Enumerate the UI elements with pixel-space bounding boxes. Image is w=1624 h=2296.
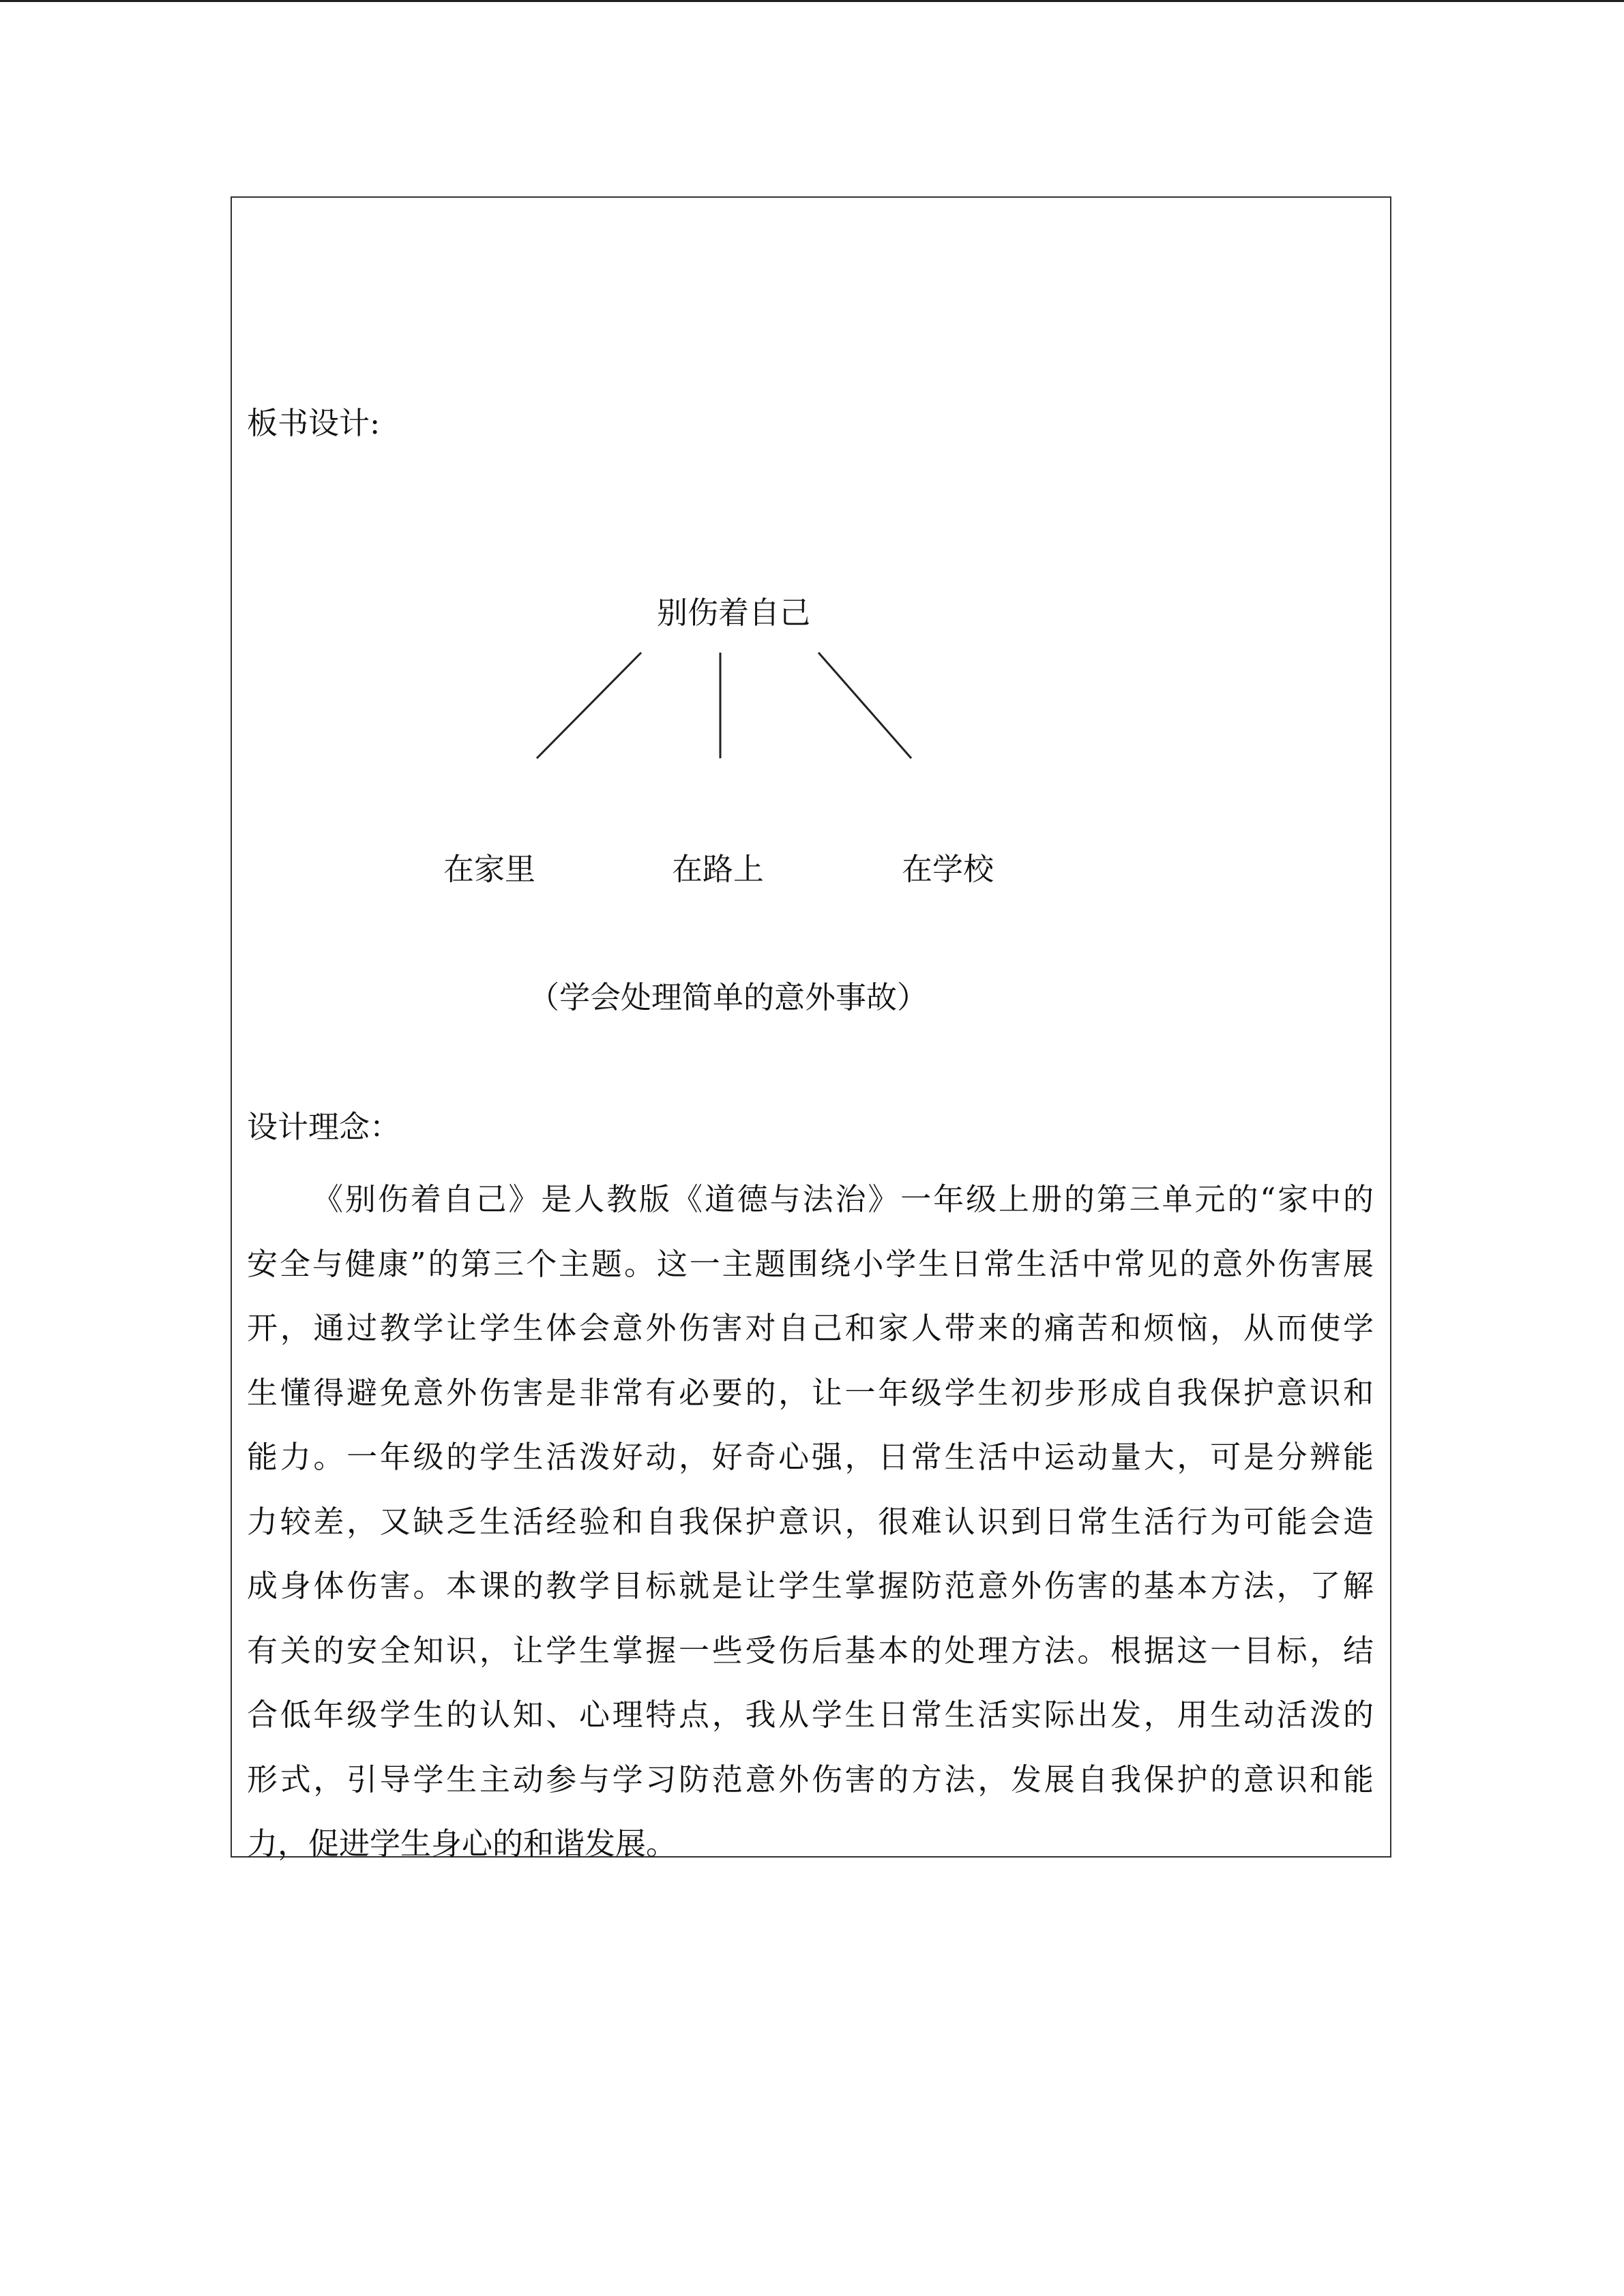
paragraph-line: 能力。一年级的学生活泼好动，好奇心强，日常生活中运动量大，可是分辨能	[247, 1439, 1374, 1475]
paragraph-line: 开，通过教学让学生体会意外伤害对自己和家人带来的痛苦和烦恼，从而使学	[247, 1310, 1374, 1346]
design-concept-heading: 设计理念：	[247, 1109, 401, 1145]
branch-label-home: 在家里	[443, 851, 536, 887]
paragraph-line: 力较差，又缺乏生活经验和自我保护意识，很难认识到日常生活行为可能会造	[247, 1503, 1374, 1540]
paragraph-line: 成身体伤害。本课的教学目标就是让学生掌握防范意外伤害的基本方法，了解	[247, 1568, 1374, 1604]
paragraph-line: 合低年级学生的认知、心理特点，我从学生日常生活实际出发，用生动活泼的	[247, 1697, 1374, 1733]
branch-label-road: 在路上	[672, 851, 765, 887]
branch-label-school: 在学校	[902, 851, 994, 887]
paragraph-line: 力，促进学生身心的和谐发展。	[247, 1825, 677, 1862]
page-top-rule	[0, 0, 1624, 2]
board-note: （学会处理简单的意外事故）	[529, 979, 928, 1015]
paragraph-line: 有关的安全知识，让学生掌握一些受伤后基本的处理方法。根据这一目标，结	[247, 1632, 1374, 1669]
board-design-heading: 板书设计:	[247, 405, 381, 441]
board-center-title: 别伤着自己	[657, 595, 811, 631]
paragraph-line: 《别伤着自己》是人教版《道德与法治》一年级上册的第三单元的“家中的	[312, 1181, 1374, 1217]
paragraph-line: 安全与健康”的第三个主题。这一主题围绕小学生日常生活中常见的意外伤害展	[247, 1245, 1374, 1282]
paragraph-line: 形式，引导学生主动参与学习防范意外伤害的方法，发展自我保护的意识和能	[247, 1761, 1374, 1798]
design-concept-paragraph	[247, 1167, 1374, 1877]
paragraph-line: 生懂得避免意外伤害是非常有必要的，让一年级学生初步形成自我保护意识和	[247, 1374, 1374, 1411]
